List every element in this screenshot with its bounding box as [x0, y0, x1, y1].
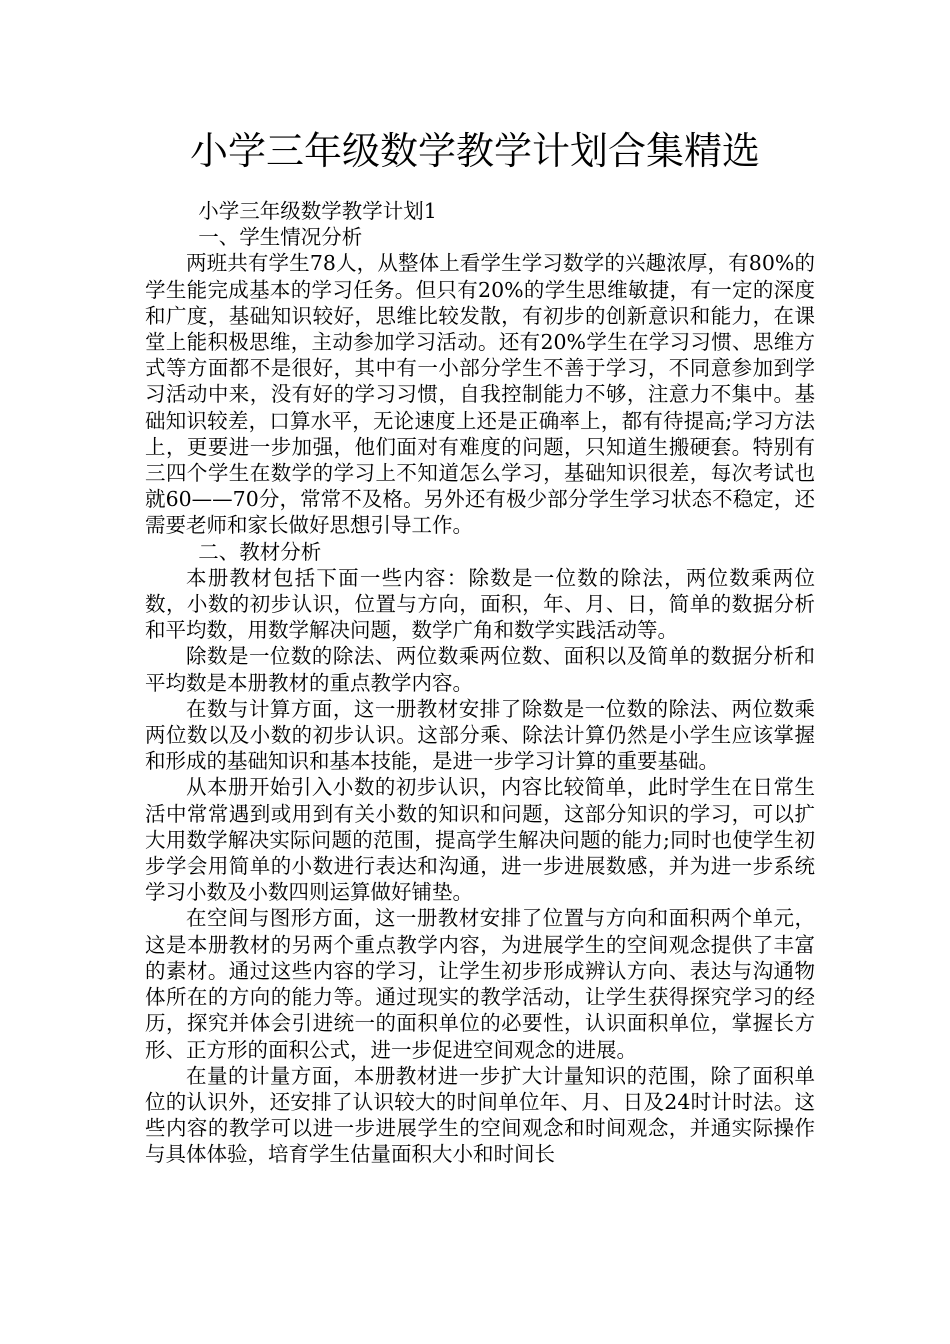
document-body: [145, 198, 815, 1168]
document-title: 小学三年级数学教学计划合集精选: [189, 129, 760, 173]
paragraph-textbook-contents: 本册教材包括下面一些内容：除数是一位数的除法，两位数乘两位数，小数的初步认识，位置与方向，面积，年、月、日，简单的数据分析和平均数，用数学解决问题，数学广角和数学实践活动等。: [145, 565, 815, 643]
section-heading-student-analysis: 一、学生情况分析: [198, 225, 363, 250]
paragraph-measurement: 在量的计量方面，本册教材进一步扩大计量知识的范围，除了面积单位的认识外，还安排了认识较大的时间单位年、月、日及24时计时法。这些内容的教学可以进一步进展学生的空间观念和时间观念，并通实际操作与具体体验，培育学生估量面积大小和时间长: [145, 1063, 815, 1167]
section-heading-textbook-analysis: 二、教材分析: [198, 539, 322, 564]
section-heading-plan-1: 小学三年级数学教学计划1: [198, 199, 437, 223]
paragraph-student-analysis: 两班共有学生78人，从整体上看学生学习数学的兴趣浓厚，有80%的学生能完成基本的学习任务。但只有20%的学生思维敏捷，有一定的深度和广度，基础知识较好，思维比较发散，有初步的创新意识和能力，在课堂上能积极思维，主动参加学习活动。还有20%学生在学习习惯、思维方式等方面都不是很好，其中有一小部分学生不善于学习，不同意参加到学习活动中来，没有好的学习习惯，自我控制能力不够，注意力不集中。基础知识较差，口算水平，无论速度上还是正确率上，都有待提高;学习方法上，更要进一步加强，他们面对有难度的问题，只知道生搬硬套。特别有三四个学生在数学的学习上不知道怎么学习，基础知识很差，每次考试也就60——70分，常常不及格。另外还有极少部分学生学习状态不稳定，还需要老师和家长做好思想引导工作。: [145, 251, 815, 538]
paragraph-number-calculation: 在数与计算方面，这一册教材安排了除数是一位数的除法、两位数乘两位数以及小数的初步认识。这部分乘、除法计算仍然是小学生应该掌握和形成的基础知识和基本技能，是进一步学习计算的重要基础。: [145, 696, 815, 774]
paragraph-decimals: 从本册开始引入小数的初步认识，内容比较简单，此时学生在日常生活中常常遇到或用到有关小数的知识和问题，这部分知识的学习，可以扩大用数学解决实际问题的范围，提高学生解决问题的能力;同时也使学生初步学会用简单的小数进行表达和沟通，进一步进展数感，并为进一步系统学习小数及小数四则运算做好铺垫。: [145, 775, 815, 905]
paragraph-key-content: 除数是一位数的除法、两位数乘两位数、面积以及简单的数据分析和平均数是本册教材的重点教学内容。: [145, 644, 815, 695]
paragraph-space-geometry: 在空间与图形方面，这一册教材安排了位置与方向和面积两个单元，这是本册教材的另两个重点教学内容，为进展学生的空间观念提供了丰富的素材。通过这些内容的学习，让学生初步形成辨认方向、表达与沟通物体所在的方向的能力等。通过现实的教学活动，让学生获得探究学习的经历，探究并体会引进统一的面积单位的必要性，认识面积单位，掌握长方形、正方形的面积公式，进一步促进空间观念的进展。: [145, 906, 815, 1062]
